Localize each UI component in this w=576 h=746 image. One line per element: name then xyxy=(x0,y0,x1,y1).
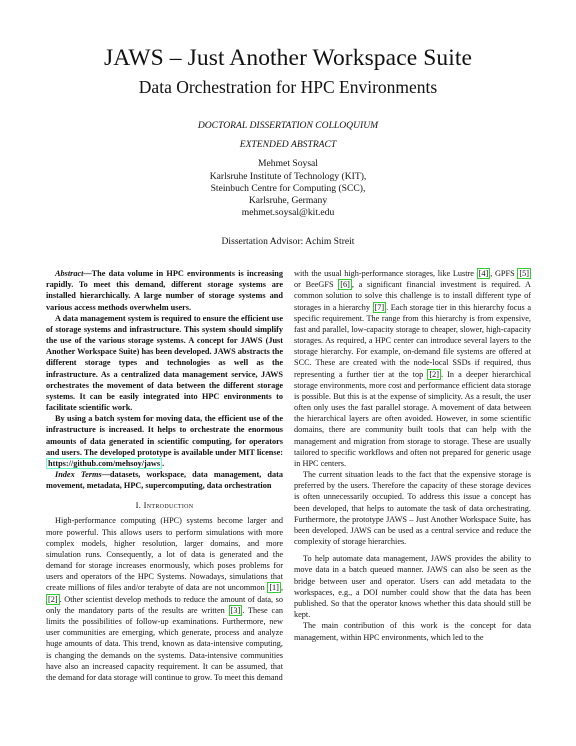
abstract-section xyxy=(46,268,283,491)
affiliation-line: Steinbuch Centre for Computing (SCC), xyxy=(210,183,366,194)
citation-link[interactable]: [2] xyxy=(48,594,58,604)
abstract-paragraph: A data management system is required to ensure the efficient use of storage systems and infrastructure. This system should simplify the use of the various storage systems. A concept for JAWS (Just Another Workspace Suite) has been developed. JAWS abstracts the different storage types and technologies as well as the infrastructure. As a centralized data management service, JAWS orchestrates the movement of data between the different storage systems. It can be easily integrated into HPC environments to facilitate scientific work. xyxy=(46,313,283,413)
affiliation-line: Karlsruhe, Germany xyxy=(248,195,328,206)
citation-link[interactable]: [5] xyxy=(519,269,529,278)
section-heading-introduction: I. Introduction xyxy=(135,500,194,511)
paper-subtitle: Data Orchestration for HPC Environments xyxy=(138,77,438,97)
dissertation-advisor: Dissertation Advisor: Achim Streit xyxy=(221,236,355,247)
citation-link[interactable]: [1] xyxy=(269,583,279,593)
left-column xyxy=(46,268,283,683)
paper-type: EXTENDED ABSTRACT xyxy=(239,139,337,150)
venue-line: DOCTORAL DISSERTATION COLLOQUIUM xyxy=(197,120,379,131)
paper-title: JAWS – Just Another Workspace Suite xyxy=(103,45,473,71)
index-terms: Index Terms—datasets, workspace, data management, data movement, metadata, HPC, supercomputing, data orchestration xyxy=(46,470,283,491)
affiliation-line: Karlsruhe Institute of Technology (KIT), xyxy=(209,171,367,182)
intro-paragraph: The main contribution of this work is the concept for data management, within HPC environments, which led to the xyxy=(294,621,531,642)
abstract-paragraph: By using a batch system for moving data, the efficient use of the infrastructure is increased. It helps to orchestrate the enormous amounts of data generated in scientific computing, for operators and users. The developed prototype is available under MIT license: https://github.com/mehsoy/jaws . xyxy=(46,414,283,468)
author-name: Mehmet Soysal xyxy=(258,158,318,169)
intro-paragraph: The current situation leads to the fact that the expensive storage is preferred by the users. Therefore the capacity of these storage devices is often unnecessarily occupied. To address this issue a concept has been developed, that helps to automate the task of data orchestrating. Furthermore, the prototype JAWS – Just Another Workspace Suite, has been developed. JAWS can be used as a central service and reduce the complexity of storage hierarchies. xyxy=(294,470,531,547)
citation-link[interactable]: [4] xyxy=(478,269,489,278)
github-link[interactable]: https://github.com/mehsoy/jaws xyxy=(48,458,161,468)
citation-link[interactable]: [2] xyxy=(429,369,439,379)
intro-paragraph: with the usual high-performance storages, like Lustre [4] , GPFS [5] or BeeGFS [6] , a significant financial investment is required. A common solution to solve this challenge is to install different type of storages in a hierarchy [7] . Each storage tier in this hierarchy focus a specific requirement. The range from this hierarchy is from expensive, fast and parallel, low-capacity storage to cheaper, slower, high-capacity storages. As required, a HPC center can introduce several layers to the storage hierarchy. For example, on-demand file systems are offered at SCC. These are created with the node-local SSDs if required, thus representing a further tier at the top [2] . In a deeper hierarchical storage environments, more cost and performance efficient data storage is possible. But this is at the expense of simplicity. As a result, the user often only uses the fast parallel storage. A movement of data between the hierarchical layers are often avoided. However, in some scientific domains, there are community built tools that can help with the management and migration from storage to storage. These are usually tailored to specific workflows and often not prepared for generic usage in HPC centers. xyxy=(294,269,532,468)
abstract-paragraph: Abstract—The data volume in HPC environments is increasing rapidly. To meet this demand, different storage systems are installed hierarchically. A large number of storage systems and various access methods overwhelm users. xyxy=(46,269,283,312)
citation-link[interactable]: [6] xyxy=(340,280,350,290)
author-email[interactable]: mehmet.soysal@kit.edu xyxy=(241,207,335,218)
right-column xyxy=(294,268,531,643)
index-terms-label: Index Terms xyxy=(55,470,102,480)
citation-link[interactable]: [7] xyxy=(374,302,385,312)
intro-paragraph: High-performance computing (HPC) systems become larger and more powerful. This allows users to perform simulations with more complex models, higher resolution, larger domains, and more simulation runs. Consequently, a lot of data is generated and the demand for storage increases enormously, which poses problems for users and operators of the HPC Systems. Nowadays, simulations that create millions of files and/or terabyte of data are not uncommon [1] , [2] . Other scientist develop methods to reduce the amount of data, so only the mandatory parts of the results are written [3] . These can limits the possibilities of follow-up examinations. Furthermore, new user communities are emerging, which generate, process and analyze huge amounts of data. This trend, known as data-intensive computing, is changing the demands on the systems. Data-intensive communities have also an increased capacity requirement. It can be assumed, that the demand for data storage will continue to grow. To meet this demand xyxy=(46,516,284,682)
intro-paragraph: To help automate data management, JAWS provides the ability to move data in a batch queued manner. JAWS can also be seen as the bridge between user and operator. Users can add metadata to the workspaces, e.g., a DOI number could show that the data has been published. So that the operator knows whether this data should still be kept. xyxy=(294,554,531,620)
citation-link[interactable]: [3] xyxy=(230,605,241,615)
abstract-label: Abstract xyxy=(55,269,84,278)
